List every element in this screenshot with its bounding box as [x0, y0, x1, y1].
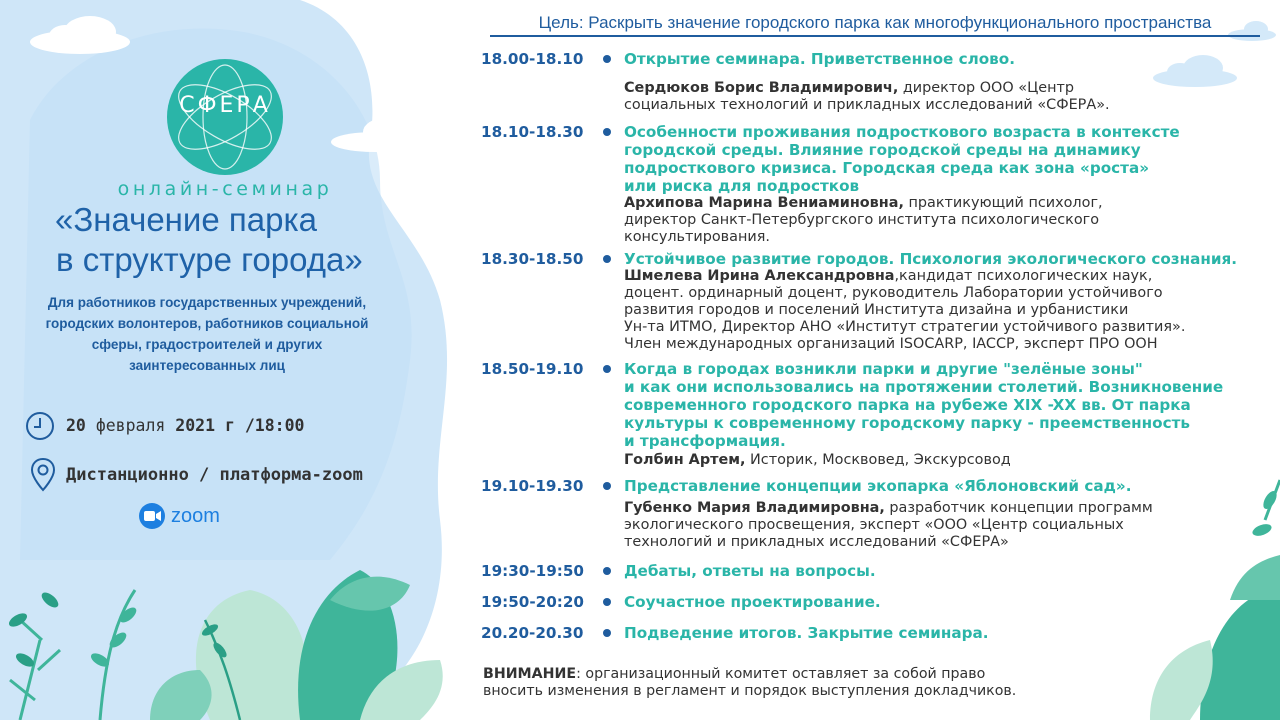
- speaker-line: директор ООО «Центр: [898, 80, 1075, 96]
- bullet-icon: [603, 55, 611, 63]
- topic-line: и трансформация.: [624, 432, 786, 450]
- speaker-name: Архипова Марина Вениаминовна,: [624, 195, 904, 211]
- speaker-line: Член международных организаций ISOCARP, IACCP, эксперт ПРО ООН: [624, 336, 1158, 352]
- audience-line: Для работников государственных учреждений,: [47, 295, 367, 310]
- agenda-topic: Открытие семинара. Приветственное слово.: [624, 50, 1015, 68]
- speaker-name: Шмелева Ирина Александровна: [624, 268, 895, 284]
- agenda-time: 18.00-18.10: [481, 50, 584, 68]
- agenda-content: [624, 593, 1271, 611]
- notice-line: : организационный комитет оставляет за собой право: [576, 666, 986, 682]
- bullet-icon: [603, 255, 611, 263]
- speaker-line: Историк, Москвовед, Экскурсовод: [745, 452, 1011, 468]
- agenda-item: [481, 593, 1271, 611]
- agenda-topic: Представление концепции экопарка «Яблоновский сад».: [624, 477, 1132, 495]
- agenda-topic: [624, 360, 1271, 450]
- attention-notice: [483, 666, 1263, 700]
- event-date: [66, 416, 304, 435]
- topic-line: или риска для подростков: [624, 177, 860, 195]
- notice-label: ВНИМАНИЕ: [483, 666, 577, 682]
- zoom-label: zoom: [171, 505, 220, 527]
- speaker-line: развития городов и поселений Института дизайна и урбанистики: [624, 302, 1129, 318]
- notice-line: вносить изменения в регламент и порядок выступления докладчиков.: [483, 683, 1017, 699]
- agenda-content: [624, 123, 1271, 246]
- agenda-speaker: [624, 80, 1271, 114]
- agenda-topic: Подведение итогов. Закрытие семинара.: [624, 624, 989, 642]
- agenda-item: [481, 123, 1271, 246]
- agenda-content: [624, 624, 1271, 642]
- agenda-item: [481, 250, 1271, 353]
- agenda-item: [481, 477, 1271, 551]
- agenda-time: 18.50-19.10: [481, 360, 584, 378]
- speaker-line: технологий и прикладных исследований «СФЕРА»: [624, 534, 1009, 550]
- audience-line: сферы, градостроителей и других: [91, 337, 323, 352]
- speaker-line: экологического просвещения, эксперт «ООО «Центр социальных: [624, 517, 1124, 533]
- agenda-item: [481, 624, 1271, 642]
- speaker-line: социальных технологий и прикладных исследований «СФЕРА».: [624, 97, 1110, 113]
- bullet-icon: [603, 365, 611, 373]
- location-pin-icon: [30, 457, 56, 493]
- speaker-line: Ун-та ИТМО, Директор АНО «Институт стратегии устойчивого развития».: [624, 319, 1186, 335]
- agenda-content: [624, 477, 1271, 551]
- topic-line: культуры к современному городскому парку - преемственность: [624, 414, 1190, 432]
- agenda-speaker: [624, 268, 1271, 353]
- speaker-line: доцент. ординарный доцент, руководитель Лаборатории устойчивого: [624, 285, 1163, 301]
- topic-line: Особенности проживания подросткового возраста в контексте: [624, 123, 1180, 141]
- audience-line: заинтересованных лиц: [129, 358, 285, 373]
- bullet-icon: [603, 598, 611, 606]
- speaker-name: Голбин Артем,: [624, 452, 746, 468]
- target-audience: [22, 292, 392, 376]
- title-line-1: «Значение парка: [55, 201, 317, 238]
- agenda-time: 19.10-19.30: [481, 477, 584, 495]
- audience-line: городских волонтеров, работников социальной: [45, 316, 369, 331]
- title-line-2: в структуре города»: [56, 241, 363, 278]
- bullet-icon: [603, 629, 611, 637]
- agenda-item: [481, 50, 1271, 114]
- agenda-content: [624, 360, 1271, 469]
- bullet-icon: [603, 482, 611, 490]
- topic-line: Когда в городах возникли парки и другие "зелёные зоны": [624, 360, 1143, 378]
- speaker-line: консультирования.: [624, 229, 770, 245]
- zoom-video-icon: [137, 502, 167, 530]
- speaker-line: практикующий психолог,: [903, 195, 1103, 211]
- bullet-icon: [603, 567, 611, 575]
- agenda-topic: Соучастное проектирование.: [624, 593, 881, 611]
- agenda-speaker: [624, 500, 1271, 551]
- event-title: [40, 200, 420, 280]
- date-day: 20: [66, 416, 86, 435]
- agenda-item: [481, 562, 1271, 580]
- topic-line: современного городского парка на рубеже XIX -XX вв. От парка: [624, 396, 1191, 414]
- bullet-icon: [603, 128, 611, 136]
- clock-icon: [25, 410, 55, 442]
- date-month: февраля: [95, 416, 166, 435]
- agenda-time: 19:30-19:50: [481, 562, 584, 580]
- topic-line: и как они использовались на протяжении столетий. Возникновение: [624, 378, 1224, 396]
- logo-text: СФЕРА: [179, 93, 271, 118]
- agenda-time: 18.10-18.30: [481, 123, 584, 141]
- seminar-goal: Цель: Раскрыть значение городского парка как многофункционального пространства: [490, 13, 1260, 37]
- agenda-time: 20.20-20.30: [481, 624, 584, 642]
- agenda-content: [624, 250, 1271, 353]
- agenda-time: 18.30-18.50: [481, 250, 584, 268]
- speaker-line: директор Санкт-Петербургского института психологического: [624, 212, 1100, 228]
- speaker-name: Губенко Мария Владимировна,: [624, 500, 885, 516]
- agenda-item: [481, 360, 1271, 469]
- agenda: [481, 46, 1271, 642]
- agenda-content: [624, 50, 1271, 114]
- agenda-content: [624, 562, 1271, 580]
- agenda-speaker: [624, 195, 1271, 246]
- agenda-topic: [624, 123, 1271, 195]
- agenda-topic: Устойчивое развитие городов. Психология экологического сознания.: [624, 250, 1237, 268]
- speaker-name: Сердюков Борис Владимирович,: [624, 80, 899, 96]
- event-location: Дистанционно / платформа-zoom: [66, 465, 363, 485]
- agenda-time: 19:50-20:20: [481, 593, 584, 611]
- topic-line: подросткового кризиса. Городская среда как зона «роста»: [624, 159, 1150, 177]
- topic-line: городской среды. Влияние городской среды на динамику: [624, 141, 1141, 159]
- date-year-time: 2021 г /18:00: [175, 416, 305, 435]
- speaker-line: разработчик концепции программ: [884, 500, 1153, 516]
- agenda-speaker: [624, 452, 1271, 469]
- agenda-topic: Дебаты, ответы на вопросы.: [624, 562, 876, 580]
- event-type: онлайн-семинар: [117, 178, 333, 200]
- speaker-line: ,кандидат психологических наук,: [894, 268, 1153, 284]
